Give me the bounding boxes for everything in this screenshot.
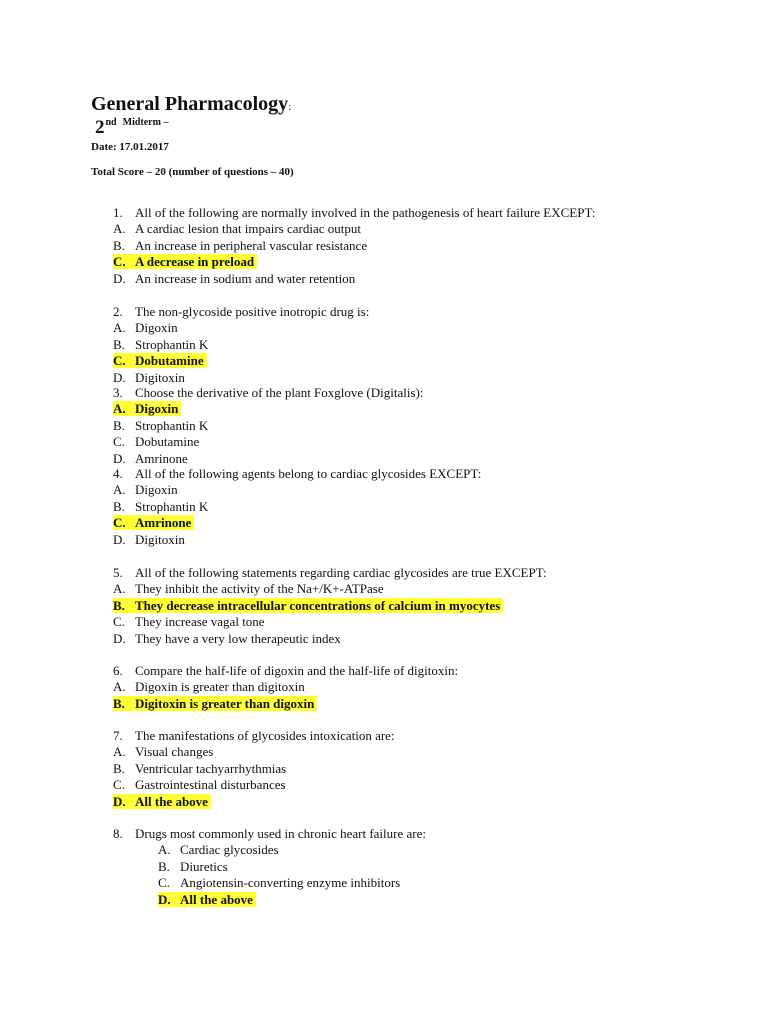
option-text: They inhibit the activity of the Na+/K+-ATPase <box>135 581 384 597</box>
question-stem <box>113 385 423 401</box>
option-content <box>113 221 361 236</box>
question-text: The non-glycoside positive inotropic drug is: <box>135 304 370 319</box>
option-text: Digoxin <box>135 320 178 336</box>
answer-option <box>113 271 355 287</box>
answer-option <box>113 744 213 760</box>
question-number: 7. <box>113 728 123 743</box>
option-letter: C. <box>113 353 126 369</box>
answer-option <box>158 859 228 875</box>
answer-option <box>113 499 208 515</box>
question-number: 3. <box>113 385 123 400</box>
answer-option <box>113 418 208 434</box>
option-text: A cardiac lesion that impairs cardiac output <box>135 221 361 237</box>
option-letter: B. <box>158 858 170 874</box>
option-content <box>113 370 185 385</box>
answer-option <box>113 761 286 777</box>
option-content <box>113 320 178 335</box>
answer-option-correct <box>113 254 257 270</box>
question-stem <box>113 826 426 842</box>
option-letter: B. <box>113 237 125 253</box>
question-stem <box>113 205 595 221</box>
option-text: Digitoxin <box>135 369 185 385</box>
answer-option <box>158 875 400 891</box>
option-text: They have a very low therapeutic index <box>135 630 341 646</box>
answer-option <box>113 532 185 548</box>
answer-option <box>113 679 305 695</box>
option-letter: A. <box>113 581 126 597</box>
answer-option-correct <box>113 401 181 417</box>
option-content <box>113 337 208 352</box>
option-content <box>113 761 286 776</box>
option-content <box>113 614 265 629</box>
option-content <box>113 777 286 792</box>
option-text: Strophantin K <box>135 498 209 514</box>
option-text: Diuretics <box>180 858 228 874</box>
option-content <box>158 892 256 907</box>
option-text: Visual changes <box>135 744 214 760</box>
option-content <box>113 254 257 269</box>
option-text: Digitoxin <box>135 531 185 547</box>
question-number: 6. <box>113 663 123 678</box>
option-letter: A. <box>113 401 126 417</box>
question-number: 8. <box>113 826 123 841</box>
option-content <box>113 631 341 646</box>
option-text: Cardiac glycosides <box>180 842 279 858</box>
option-content <box>113 238 367 253</box>
option-letter: B. <box>113 417 125 433</box>
document-title: General Pharmacology: <box>91 93 292 115</box>
option-letter: D. <box>113 369 126 385</box>
option-text: Digoxin <box>135 482 178 498</box>
answer-option <box>113 434 199 450</box>
answer-option <box>113 777 286 793</box>
option-text: They decrease intracellular concentrations of calcium in myocytes <box>135 597 501 613</box>
option-content <box>113 401 181 416</box>
question-text: All of the following agents belong to cardiac glycosides EXCEPT: <box>135 466 482 481</box>
answer-option <box>113 238 367 254</box>
answer-option-correct <box>113 794 211 810</box>
question-number: 1. <box>113 205 123 220</box>
option-content <box>113 515 194 530</box>
answer-option-correct <box>158 892 256 908</box>
option-letter: C. <box>113 434 125 450</box>
question-stem <box>113 728 395 744</box>
option-text: An increase in sodium and water retention <box>135 270 356 286</box>
option-text: Strophantin K <box>135 417 209 433</box>
option-text: Angiotensin-converting enzyme inhibitors <box>180 875 401 891</box>
question-text: Choose the derivative of the plant Foxglove (Digitalis): <box>135 385 424 400</box>
question-number: 5. <box>113 565 123 580</box>
option-text: All the above <box>135 793 208 809</box>
answer-option <box>113 581 384 597</box>
question-text: The manifestations of glycosides intoxication are: <box>135 728 395 743</box>
option-text: They increase vagal tone <box>135 614 265 630</box>
question-text: All of the following statements regarding cardiac glycosides are true EXCEPT: <box>135 565 547 580</box>
option-content <box>158 875 400 890</box>
option-text: A decrease in preload <box>135 254 255 270</box>
option-letter: B. <box>113 695 125 711</box>
option-content <box>113 451 188 466</box>
option-content <box>113 353 207 368</box>
option-content <box>113 581 384 596</box>
answer-option-correct <box>113 515 194 531</box>
option-letter: C. <box>113 515 126 531</box>
option-content <box>113 532 185 547</box>
option-content <box>113 744 213 759</box>
option-letter: A. <box>113 679 126 695</box>
option-letter: D. <box>113 793 126 809</box>
answer-option <box>113 482 178 498</box>
option-letter: A. <box>158 842 171 858</box>
question-text: Drugs most commonly used in chronic heart failure are: <box>135 826 426 841</box>
option-text: Amrinone <box>135 515 192 531</box>
question-stem <box>113 304 369 320</box>
option-letter: B. <box>113 760 125 776</box>
option-letter: C. <box>113 614 125 630</box>
answer-option-correct <box>113 598 503 614</box>
answer-option-correct <box>113 353 207 369</box>
option-text: Dobutamine <box>135 353 204 369</box>
option-content <box>158 859 228 874</box>
answer-option <box>113 451 188 467</box>
question-text: All of the following are normally involved in the pathogenesis of heart failure EXCEPT: <box>135 205 596 220</box>
option-letter: A. <box>113 320 126 336</box>
answer-option <box>113 614 265 630</box>
option-letter: A. <box>113 221 126 237</box>
option-content <box>158 842 279 857</box>
option-content <box>113 482 178 497</box>
answer-option-correct <box>113 696 317 712</box>
option-text: Ventricular tachyarrhythmias <box>135 760 287 776</box>
option-text: Dobutamine <box>135 434 200 450</box>
option-letter: B. <box>113 336 125 352</box>
title-suffix: : <box>288 101 292 113</box>
option-letter: B. <box>113 498 125 514</box>
option-letter: C. <box>113 777 125 793</box>
option-letter: A. <box>113 744 126 760</box>
option-letter: C. <box>158 875 170 891</box>
question-number: 2. <box>113 304 123 319</box>
option-text: Strophantin K <box>135 336 209 352</box>
option-content <box>113 434 199 449</box>
option-text: Digoxin is greater than digitoxin <box>135 679 305 695</box>
option-content <box>113 679 305 694</box>
option-letter: D. <box>158 891 171 907</box>
option-letter: A. <box>113 482 126 498</box>
total-score: Total Score – 20 (number of questions – 40) <box>91 166 294 178</box>
option-letter: D. <box>113 531 126 547</box>
option-content <box>113 598 503 613</box>
answer-option <box>113 631 341 647</box>
option-content <box>113 499 208 514</box>
option-text: Digitoxin is greater than digoxin <box>135 695 315 711</box>
option-letter: D. <box>113 270 126 286</box>
midterm-heading: 2nd $^{Midterm -}$ <box>95 117 169 138</box>
option-text: An increase in peripheral vascular resistance <box>135 237 368 253</box>
question-number: 4. <box>113 466 123 481</box>
option-text: Gastrointestinal disturbances <box>135 777 286 793</box>
option-letter: C. <box>113 254 126 270</box>
question-text: Compare the half-life of digoxin and the half-life of digitoxin: <box>135 663 459 678</box>
answer-option <box>113 320 178 336</box>
exam-date: Date: 17.01.2017 <box>91 141 169 153</box>
option-content <box>113 271 355 286</box>
option-text: All the above <box>180 891 253 907</box>
option-letter: D. <box>113 630 126 646</box>
question-stem <box>113 565 547 581</box>
option-letter: B. <box>113 597 125 613</box>
option-content <box>113 418 208 433</box>
option-text: Digoxin <box>135 401 179 417</box>
answer-option <box>113 221 361 237</box>
question-stem <box>113 466 481 482</box>
option-content <box>113 794 211 809</box>
answer-option <box>113 337 208 353</box>
answer-option <box>113 370 185 386</box>
option-letter: D. <box>113 450 126 466</box>
answer-option <box>158 842 279 858</box>
option-text: Amrinone <box>135 450 188 466</box>
option-content <box>113 696 317 711</box>
question-stem <box>113 663 458 679</box>
